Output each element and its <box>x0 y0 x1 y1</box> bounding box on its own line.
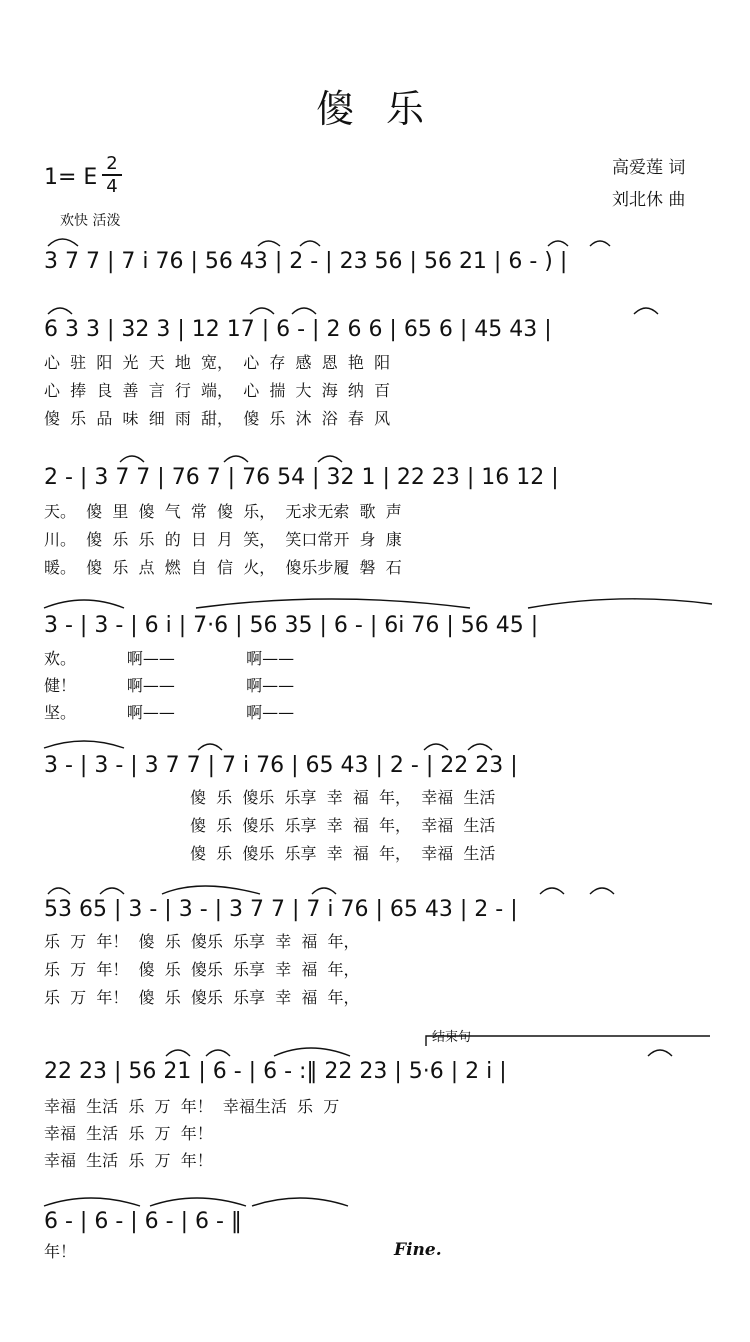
notation-line: 6 - | 6 - | 6 - | 6 - ‖ <box>44 1209 242 1234</box>
composer-credit: 刘北休 曲 <box>612 190 686 210</box>
time-signature-top: 2 <box>106 153 118 174</box>
lyric-line: 幸福 生活 乐 万 年！ <box>44 1124 213 1143</box>
lyric-line: 幸福 生活 乐 万 年！ 幸福生活 乐 万 <box>44 1097 340 1116</box>
slur <box>198 744 222 750</box>
slur <box>540 888 564 894</box>
slur <box>648 1050 672 1056</box>
tie <box>44 600 124 608</box>
lyric-line: 傻 乐 傻乐 乐享 幸 福 年， 幸福 生活 <box>190 844 496 863</box>
lyric-line: 乐 万 年！ 傻 乐 傻乐 乐享 幸 福 年， <box>44 932 360 951</box>
slur <box>224 456 248 462</box>
lyric-line: 幸福 生活 乐 万 年！ <box>44 1151 213 1170</box>
tie <box>274 1048 350 1056</box>
lyricist-credit: 高爱莲 词 <box>612 158 686 178</box>
slur <box>166 1050 190 1056</box>
tempo-marking: 欢快 活泼 <box>60 213 121 229</box>
lyric-line: 暖。 傻 乐 点 燃 自 信 火， 傻乐步履 磐 石 <box>44 558 402 577</box>
slur <box>48 239 78 246</box>
fine-marking: Fine. <box>394 1240 442 1260</box>
tie <box>252 1198 348 1206</box>
notation-line: 2 - | 3 7 7 | 76 7 | 76 54 | 32 1 | 22 23 | 16 12 | <box>44 465 559 490</box>
notation-line: 3 - | 3 - | 3 7 7 | 7 i 76 | 65 43 | 2 - | 22 23 | <box>44 753 518 778</box>
lyric-line: 乐 万 年！ 傻 乐 傻乐 乐享 幸 福 年， <box>44 960 360 979</box>
tie <box>162 886 260 894</box>
song-title: 傻 乐 <box>315 87 435 131</box>
slur <box>590 888 614 894</box>
tie <box>44 1198 140 1206</box>
slur <box>292 308 316 314</box>
lyric-line: 傻 乐 傻乐 乐享 幸 福 年， 幸福 生活 <box>190 788 496 807</box>
notation-line: 22 23 | 56 21 | 6 - | 6 - :‖ 22 23 | 5·6 | 2 i | <box>44 1059 507 1084</box>
ending-bracket <box>426 1036 710 1046</box>
notation-line: 3 7 7 | 7 i 76 | 56 43 | 2 - | 23 56 | 56 21 | 6 - ) | <box>44 249 568 274</box>
tie <box>150 1198 246 1206</box>
slur <box>258 241 280 246</box>
slur <box>634 308 658 314</box>
lyric-line: 川。 傻 乐 乐 的 日 月 笑， 笑口常开 身 康 <box>44 530 402 549</box>
lyric-line: 健！ 啊—— 啊—— <box>44 676 295 695</box>
slur <box>300 241 320 246</box>
ending-phrase-label: 结束句 <box>432 1030 472 1045</box>
slur <box>48 308 72 314</box>
slur <box>548 241 568 246</box>
tie <box>528 599 712 608</box>
lyric-line: 傻 乐 品 味 细 雨 甜， 傻 乐 沐 浴 春 风 <box>44 409 391 428</box>
lyric-line: 心 驻 阳 光 天 地 宽， 心 存 感 恩 艳 阳 <box>44 353 391 372</box>
key-signature: 1= E <box>44 165 98 190</box>
slur <box>590 241 610 246</box>
lyric-line: 心 捧 良 善 言 行 端， 心 揣 大 海 纳 百 <box>44 381 391 400</box>
slur <box>318 456 342 462</box>
slur <box>250 308 274 314</box>
slur <box>468 744 492 750</box>
lyric-line: 天。 傻 里 傻 气 常 傻 乐， 无求无索 歌 声 <box>44 502 402 521</box>
lyric-line: 坚。 啊—— 啊—— <box>44 703 295 722</box>
slur <box>424 744 448 750</box>
tie <box>196 599 470 608</box>
slur <box>206 1050 230 1056</box>
slur <box>48 888 70 894</box>
slur <box>100 888 124 894</box>
slur <box>120 456 144 462</box>
notation-line: 6 3 3 | 32 3 | 12 17 | 6 - | 2 6 6 | 65 6 | 45 43 | <box>44 317 552 342</box>
notation-line: 53 65 | 3 - | 3 - | 3 7 7 | 7 i 76 | 65 43 | 2 - | <box>44 897 518 922</box>
lyric-line: 年！ <box>44 1242 77 1261</box>
lyric-line: 傻 乐 傻乐 乐享 幸 福 年， 幸福 生活 <box>190 816 496 835</box>
lyric-line: 乐 万 年！ 傻 乐 傻乐 乐享 幸 福 年， <box>44 988 360 1007</box>
slur <box>312 888 336 894</box>
time-signature-bottom: 4 <box>106 176 118 197</box>
tie <box>44 741 124 748</box>
lyric-line: 欢。 啊—— 啊—— <box>44 649 295 668</box>
notation-line: 3 - | 3 - | 6 i | 7·6 | 56 35 | 6 - | 6i 76 | 56 45 | <box>44 613 539 638</box>
